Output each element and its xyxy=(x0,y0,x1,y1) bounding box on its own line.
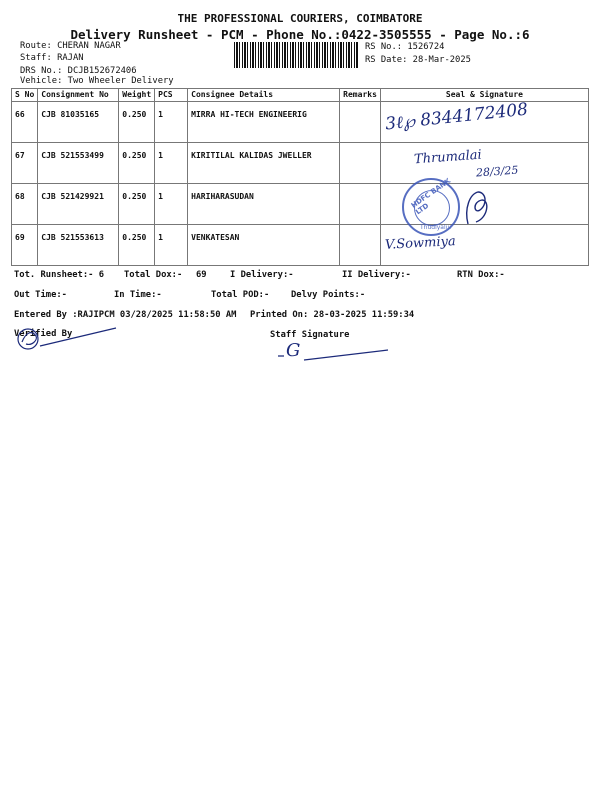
company-title: THE PROFESSIONAL COURIERS, COIMBATORE xyxy=(177,12,423,25)
ii-delivery-label: II Delivery:- xyxy=(342,270,411,280)
rs-date: RS Date: 28-Mar-2025 xyxy=(365,55,471,65)
handwritten-signature-67: Thrumalai xyxy=(413,147,483,168)
cell-weight: 0.250 xyxy=(119,184,155,225)
cell-consignee: KIRITILAL KALIDAS JWELLER xyxy=(188,143,340,184)
cell-consignment: CJB 521429921 xyxy=(38,184,119,225)
verified-by-label: Verified By xyxy=(14,329,73,339)
bank-seal-stamp xyxy=(402,178,460,236)
in-time-label: In Time:- xyxy=(114,290,162,300)
cell-sno: 67 xyxy=(12,143,38,184)
handwritten-date-67: 28/3/25 xyxy=(475,163,519,180)
handwritten-signature-66: 3ℓ℘ 8344172408 xyxy=(384,99,529,135)
staff-handwritten-signature: G xyxy=(286,340,301,361)
entered-by: Entered By :RAJIPCM 03/28/2025 11:58:50 AM xyxy=(14,310,237,320)
cell-pcs: 1 xyxy=(155,184,188,225)
table-header-row xyxy=(12,89,589,102)
staff-signature-label: Staff Signature xyxy=(270,330,350,340)
cell-sno: 69 xyxy=(12,225,38,266)
col-pcs: PCS xyxy=(155,89,188,102)
out-time-label: Out Time:- xyxy=(14,290,67,300)
cell-pcs: 1 xyxy=(155,143,188,184)
rs-number: RS No.: 1526724 xyxy=(365,42,445,52)
col-weight: Weight xyxy=(119,89,155,102)
scribble-signature-68 xyxy=(462,188,492,228)
stamp-text: HDFC BANK LTD xyxy=(409,176,453,217)
col-consignee: Consignee Details xyxy=(188,89,340,102)
vehicle-label: Vehicle: Two Wheeler Delivery xyxy=(20,76,174,86)
table-row xyxy=(12,225,589,266)
cell-consignee: MIRRA HI-TECH ENGINEERIG xyxy=(188,102,340,143)
cell-consignment: CJB 521553613 xyxy=(38,225,119,266)
barcode xyxy=(234,42,358,68)
cell-remarks xyxy=(340,143,381,184)
handwritten-signature-69: V.Sowmiya xyxy=(384,234,457,253)
staff-label: Staff: RAJAN xyxy=(20,53,84,63)
staff-signature-stroke xyxy=(270,344,395,366)
route-label: Route: CHERAN NAGAR xyxy=(20,41,121,51)
cell-consignment: CJB 81035165 xyxy=(38,102,119,143)
rtn-dox-label: RTN Dox:- xyxy=(457,270,505,280)
col-signature: Seal & Signature xyxy=(380,89,588,102)
verifier-signature xyxy=(12,322,122,356)
cell-remarks xyxy=(340,225,381,266)
cell-weight: 0.250 xyxy=(119,102,155,143)
cell-weight: 0.250 xyxy=(119,225,155,266)
cell-sno: 68 xyxy=(12,184,38,225)
delvy-points-label: Delvy Points:- xyxy=(291,290,366,300)
col-remarks: Remarks xyxy=(340,89,381,102)
table-row xyxy=(12,184,589,225)
col-consignment: Consignment No xyxy=(38,89,119,102)
cell-weight: 0.250 xyxy=(119,143,155,184)
drs-number: DRS No.: DCJB152672406 xyxy=(20,66,137,76)
i-delivery-label: I Delivery:- xyxy=(230,270,294,280)
col-sno: S No xyxy=(12,89,38,102)
runsheet-subtitle: Delivery Runsheet - PCM - Phone No.:0422-3505555 - Page No.:6 xyxy=(70,27,530,42)
total-runsheet: Tot. Runsheet:- 6 xyxy=(14,270,105,280)
cell-pcs: 1 xyxy=(155,102,188,143)
total-dox-value: 69 xyxy=(196,270,207,280)
cell-sno: 66 xyxy=(12,102,38,143)
total-dox-label: Total Dox:- xyxy=(124,270,183,280)
cell-remarks xyxy=(340,184,381,225)
cell-consignment: CJB 521553499 xyxy=(38,143,119,184)
total-pod-label: Total POD:- xyxy=(211,290,270,300)
cell-pcs: 1 xyxy=(155,225,188,266)
cell-consignee: HARIHARASUDAN xyxy=(188,184,340,225)
printed-on: Printed On: 28-03-2025 11:59:34 xyxy=(250,310,415,320)
stamp-place: Thudiyalur xyxy=(420,224,452,231)
cell-consignee: VENKATESAN xyxy=(188,225,340,266)
cell-remarks xyxy=(340,102,381,143)
